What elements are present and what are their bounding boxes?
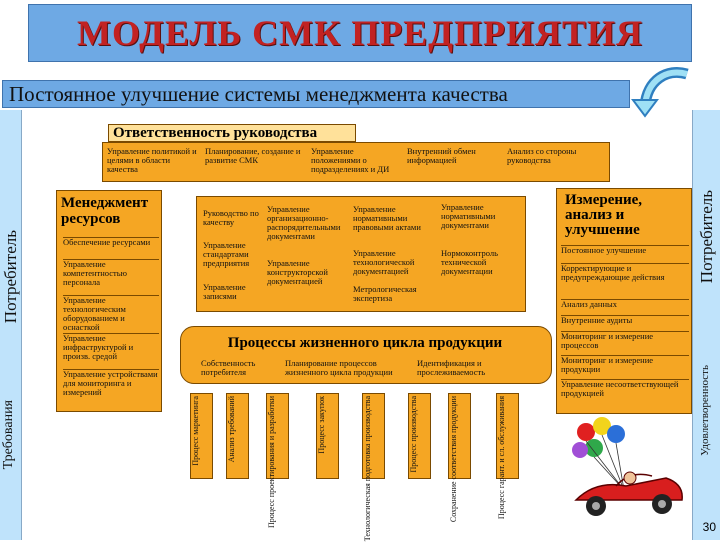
- responsibility-item: Планирование, создание и развитие СМК: [205, 146, 301, 165]
- process-box: [362, 393, 385, 542]
- process-label: Технологическая подготовка производства: [363, 396, 372, 542]
- resources-panel: [56, 190, 162, 412]
- resources-item: Управление компетентностью персонала: [63, 259, 159, 287]
- responsibility-title: Ответственность руководства: [108, 124, 356, 142]
- documentation-item: Управление записями: [203, 282, 246, 301]
- left-requirements-label: Требования: [1, 400, 16, 470]
- process-box: [448, 393, 471, 523]
- documentation-item: Управление организационно-распорядительными документами: [267, 204, 341, 241]
- right-side-column: [692, 110, 720, 540]
- subtitle-banner: Постоянное улучшение системы менеджмента качества: [2, 80, 630, 108]
- measurement-title: Измерение, анализ и улучшение: [565, 192, 643, 238]
- documentation-item: Управление нормативными документами: [441, 202, 496, 230]
- measurement-item: Мониторинг и измерение продукции: [561, 355, 689, 374]
- process-box: [190, 393, 213, 479]
- process-label: Процесс закупок: [317, 396, 326, 454]
- measurement-item: Корректирующие и предупреждающие действия: [561, 263, 689, 282]
- measurement-item: Мониторинг и измерение процессов: [561, 331, 689, 350]
- lifecycle-item: Собственность потребителя: [201, 358, 256, 377]
- process-label: Процесс гарант. и сл. обслуживания: [497, 396, 506, 520]
- documentation-panel: [196, 196, 526, 312]
- title-bar: [28, 4, 692, 62]
- page-number: 30: [702, 520, 716, 534]
- resources-item: Обеспечение ресурсами: [63, 237, 159, 247]
- measurement-item: Постоянное улучшение: [561, 245, 689, 255]
- right-customer-label: Потребитель: [697, 190, 716, 284]
- process-box: [316, 393, 339, 479]
- right-satisfaction-label: Удовлетворенность: [699, 365, 711, 456]
- lifecycle-title: Процессы жизненного цикла продукции: [227, 335, 503, 351]
- resources-item: Управление устройствами для мониторинга и измерений: [63, 369, 158, 397]
- measurement-item: Анализ данных: [561, 299, 689, 309]
- responsibility-item: Управление политикой и целями в области качества: [107, 146, 197, 174]
- process-label: Анализ требований: [227, 396, 236, 463]
- documentation-item: Управление стандартами предприятия: [203, 240, 250, 268]
- process-box: [266, 393, 289, 529]
- left-customer-label: Потребитель: [1, 230, 20, 324]
- measurement-item: Внутренние аудиты: [561, 315, 689, 325]
- process-label: Процесс маркетинга: [191, 396, 200, 466]
- documentation-item: Метрологическая экспертиза: [353, 284, 417, 303]
- process-box: [408, 393, 431, 479]
- measurement-item: Управление несоответствующей продукцией: [561, 379, 689, 398]
- process-box: [496, 393, 519, 520]
- lifecycle-item: Идентификация и прослеживаемость: [417, 358, 486, 377]
- left-side-column: [0, 110, 22, 540]
- lifecycle-item: Планирование процессов жизненного цикла продукции: [285, 358, 393, 377]
- documentation-item: Управление технологической документацией: [353, 248, 415, 276]
- car-balloons-illustration: [556, 404, 692, 530]
- documentation-item: Управление конструкторской документацией: [267, 258, 328, 286]
- responsibility-item: Управление положениями о подразделениях и ДИ: [311, 146, 390, 174]
- process-label: Процесс производства: [409, 396, 418, 473]
- page-title: МОДЕЛЬ СМК ПРЕДПРИЯТИЯ: [77, 13, 643, 53]
- documentation-item: Руководство по качеству: [203, 208, 259, 227]
- responsibility-panel: [102, 142, 610, 182]
- responsibility-item: Анализ со стороны руководства: [507, 146, 577, 165]
- resources-title: Менеджмент ресурсов: [61, 195, 149, 227]
- documentation-item: Управление нормативными правовыми актами: [353, 204, 421, 232]
- lifecycle-panel: [180, 326, 552, 384]
- documentation-item: Нормоконтроль технической документации: [441, 248, 498, 276]
- resources-item: Управление инфраструктурой и произв. средой: [63, 333, 159, 361]
- process-label: Сохранение соответствия продукции: [449, 396, 458, 523]
- process-label: Процесс проектирования и разработки: [267, 396, 276, 529]
- process-box: [226, 393, 249, 479]
- responsibility-item: Внутренний обмен информацией: [407, 146, 476, 165]
- resources-item: Управление технологическим оборудованием и оснасткой: [63, 295, 159, 332]
- measurement-panel: [556, 188, 692, 414]
